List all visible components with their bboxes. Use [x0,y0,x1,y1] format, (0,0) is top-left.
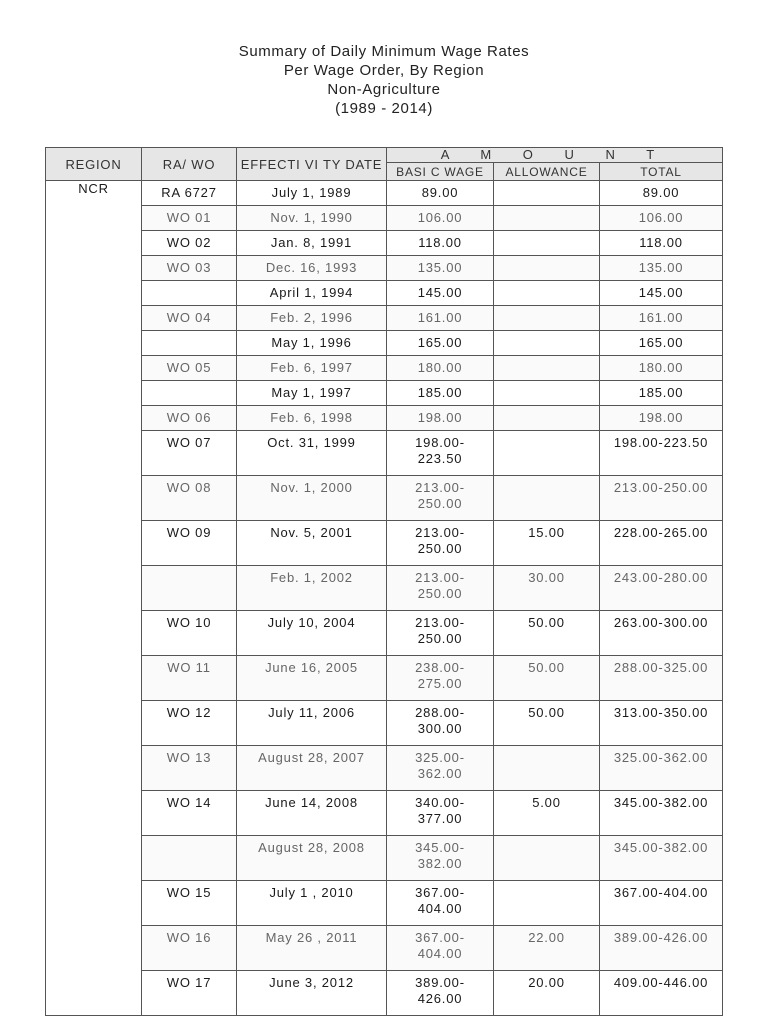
basic-wage-cell [387,306,494,331]
total-cell-text: 213.00-250.00 [613,480,709,495]
effectivity-date-cell [237,231,387,256]
allowance-cell [494,356,600,381]
total-cell [600,306,723,331]
basic-wage-cell [387,701,494,746]
allowance-cell-text: 50.00 [528,615,565,630]
ra-wo-cell-text: WO 01 [166,210,212,225]
ra-wo-cell [142,181,237,206]
ra-wo-cell-text: WO 15 [166,885,212,900]
total-cell [600,881,723,926]
ra-wo-cell-text: WO 08 [166,480,212,495]
effectivity-date-cell [237,701,387,746]
effectivity-date-cell-text: May 1, 1997 [271,385,352,400]
basic-wage-cell [387,256,494,281]
ra-wo-cell [142,231,237,256]
basic-wage-cell-text: 145.00 [417,285,463,300]
basic-wage-cell [387,231,494,256]
basic-wage-cell [387,746,494,791]
ra-wo-cell [142,566,237,611]
total-cell [600,331,723,356]
table-row [46,306,723,331]
effectivity-date-cell [237,611,387,656]
allowance-cell [494,926,600,971]
ra-wo-cell [142,406,237,431]
header-effectivity-date: EFFECTI VI TY DATE [237,148,387,181]
table-row [46,926,723,971]
ra-wo-cell-text: WO 14 [166,795,212,810]
total-cell [600,791,723,836]
total-cell [600,476,723,521]
basic-wage-cell-text: 118.00 [418,235,462,250]
total-cell [600,281,723,306]
allowance-cell [494,381,600,406]
effectivity-date-cell-text: Jan. 8, 1991 [270,235,353,250]
table-row [46,836,723,881]
total-cell [600,701,723,746]
basic-wage-cell [387,566,494,611]
basic-wage-cell-text: 238.00- 275.00 [415,660,465,691]
total-cell-text: 135.00 [638,260,684,275]
table-row [46,476,723,521]
basic-wage-cell [387,206,494,231]
ra-wo-cell-text: WO 12 [166,705,212,720]
total-cell-text: 145.00 [638,285,684,300]
table-row [46,611,723,656]
effectivity-date-cell-text: June 3, 2012 [269,975,354,990]
effectivity-date-cell [237,406,387,431]
basic-wage-cell-text: 367.00- 404.00 [415,885,465,916]
effectivity-date-cell [237,566,387,611]
table-row [46,231,723,256]
total-cell-text: 118.00 [639,235,683,250]
ra-wo-cell [142,431,237,476]
total-cell [600,431,723,476]
allowance-cell-text: 50.00 [528,660,565,675]
basic-wage-cell-text: 180.00 [417,360,463,375]
title-line-4: (1989 - 2014) [335,100,433,117]
ra-wo-cell [142,521,237,566]
title-line-3: Non-Agriculture [327,81,441,98]
total-cell [600,521,723,566]
ra-wo-cell [142,656,237,701]
total-cell-text: 345.00-382.00 [613,795,709,810]
total-cell-text: 263.00-300.00 [613,615,709,630]
allowance-cell-text: 30.00 [528,570,565,585]
ra-wo-cell [142,306,237,331]
total-cell-text: 106.00 [638,210,684,225]
effectivity-date-cell [237,926,387,971]
allowance-cell [494,431,600,476]
basic-wage-cell-text: 288.00- 300.00 [415,705,465,736]
ra-wo-cell [142,476,237,521]
total-cell [600,971,723,1016]
total-cell-text: 180.00 [638,360,684,375]
basic-wage-cell [387,521,494,566]
effectivity-date-cell-text: Nov. 5, 2001 [270,525,353,540]
effectivity-date-cell-text: June 14, 2008 [265,795,358,810]
ra-wo-cell-text: WO 16 [166,930,212,945]
effectivity-date-cell [237,331,387,356]
effectivity-date-cell-text: August 28, 2007 [258,750,365,765]
basic-wage-cell-text: 345.00- 382.00 [415,840,465,871]
allowance-cell [494,701,600,746]
basic-wage-cell [387,971,494,1016]
region-cell: NCR [46,181,142,1016]
total-cell-text: 367.00-404.00 [613,885,709,900]
ra-wo-cell-text: WO 13 [166,750,212,765]
effectivity-date-cell [237,206,387,231]
table-row [46,256,723,281]
table-row [46,881,723,926]
title-line-1: Summary of Daily Minimum Wage Rates [238,43,530,60]
basic-wage-cell [387,431,494,476]
basic-wage-cell-text: 213.00- 250.00 [415,525,465,556]
effectivity-date-cell [237,476,387,521]
ra-wo-cell-text: WO 06 [166,410,212,425]
total-cell-text: 185.00 [638,385,684,400]
effectivity-date-cell-text: Feb. 6, 1997 [270,360,353,375]
allowance-cell [494,476,600,521]
basic-wage-cell [387,476,494,521]
basic-wage-cell-text: 185.00 [417,385,463,400]
effectivity-date-cell [237,306,387,331]
effectivity-date-cell [237,431,387,476]
effectivity-date-cell [237,356,387,381]
allowance-cell-text: 5.00 [532,795,561,810]
basic-wage-cell [387,926,494,971]
effectivity-date-cell-text: Feb. 6, 1998 [270,410,353,425]
basic-wage-cell [387,881,494,926]
total-cell [600,836,723,881]
ra-wo-cell-text: WO 05 [166,360,212,375]
effectivity-date-cell [237,381,387,406]
effectivity-date-cell-text: Oct. 31, 1999 [267,435,356,450]
total-cell-text: 198.00-223.50 [613,435,709,450]
effectivity-date-cell-text: July 1 , 2010 [269,885,354,900]
total-cell-text: 313.00-350.00 [613,705,709,720]
effectivity-date-cell-text: April 1, 1994 [269,285,354,300]
basic-wage-cell-text: 89.00 [421,185,459,200]
ra-wo-cell [142,206,237,231]
basic-wage-cell-text: 198.00- 223.50 [415,435,465,466]
effectivity-date-cell [237,656,387,701]
allowance-cell [494,231,600,256]
ra-wo-cell [142,926,237,971]
table-row [46,331,723,356]
ra-wo-cell-text: WO 04 [166,310,212,325]
header-total: TOTAL [600,163,723,181]
effectivity-date-cell [237,181,387,206]
total-cell-text: 161.00 [638,310,684,325]
table-row [46,381,723,406]
header-basic-wage: BASI C WAGE [387,163,494,181]
ra-wo-cell-text: WO 10 [166,615,212,630]
allowance-cell [494,971,600,1016]
effectivity-date-cell-text: May 26 , 2011 [265,930,358,945]
allowance-cell [494,611,600,656]
ra-wo-cell-text: WO 02 [166,235,212,250]
total-cell [600,381,723,406]
ra-wo-cell [142,611,237,656]
total-cell-text: 325.00-362.00 [613,750,709,765]
allowance-cell [494,881,600,926]
table-row [46,206,723,231]
table-row [46,746,723,791]
allowance-cell [494,331,600,356]
basic-wage-cell-text: 389.00- 426.00 [415,975,465,1006]
total-cell-text: 89.00 [642,185,680,200]
table-row [46,791,723,836]
basic-wage-cell-text: 165.00 [417,335,463,350]
header-ra-wo: RA/ WO [142,148,237,181]
table-row [46,521,723,566]
table-row [46,701,723,746]
effectivity-date-cell-text: August 28, 2008 [258,840,365,855]
basic-wage-cell [387,356,494,381]
ra-wo-cell [142,971,237,1016]
effectivity-date-cell [237,256,387,281]
effectivity-date-cell [237,746,387,791]
ra-wo-cell [142,836,237,881]
ra-wo-cell [142,881,237,926]
total-cell [600,926,723,971]
ra-wo-cell [142,256,237,281]
allowance-cell [494,281,600,306]
ra-wo-cell [142,331,237,356]
total-cell [600,746,723,791]
allowance-cell [494,791,600,836]
allowance-cell [494,521,600,566]
total-cell [600,181,723,206]
title-line-2: Per Wage Order, By Region [283,62,485,79]
allowance-cell [494,656,600,701]
basic-wage-cell [387,406,494,431]
total-cell [600,566,723,611]
basic-wage-cell [387,611,494,656]
header-allowance: ALLOWANCE [494,163,600,181]
ra-wo-cell-text: WO 07 [166,435,212,450]
basic-wage-cell [387,656,494,701]
total-cell [600,206,723,231]
allowance-cell [494,181,600,206]
allowance-cell [494,406,600,431]
basic-wage-cell-text: 161.00 [417,310,463,325]
table-row [46,181,723,206]
basic-wage-cell [387,331,494,356]
basic-wage-cell-text: 340.00- 377.00 [415,795,465,826]
total-cell [600,656,723,701]
header-amount: A M O U N T [387,148,723,163]
allowance-cell-text: 20.00 [528,975,565,990]
allowance-cell [494,256,600,281]
ra-wo-cell-text: WO 03 [166,260,212,275]
total-cell-text: 288.00-325.00 [613,660,709,675]
basic-wage-cell-text: 198.00 [417,410,463,425]
effectivity-date-cell-text: Nov. 1, 2000 [270,480,353,495]
total-cell [600,611,723,656]
effectivity-date-cell [237,521,387,566]
ra-wo-cell-text: RA 6727 [161,185,217,200]
effectivity-date-cell [237,836,387,881]
basic-wage-cell-text: 213.00- 250.00 [415,480,465,511]
table-row [46,281,723,306]
ra-wo-cell [142,746,237,791]
ra-wo-cell [142,381,237,406]
total-cell [600,406,723,431]
effectivity-date-cell-text: June 16, 2005 [265,660,358,675]
allowance-cell-text: 22.00 [528,930,565,945]
wage-rates-table [45,147,723,1016]
effectivity-date-cell [237,281,387,306]
basic-wage-cell-text: 213.00- 250.00 [415,615,465,646]
allowance-cell [494,836,600,881]
total-cell [600,356,723,381]
basic-wage-cell [387,181,494,206]
effectivity-date-cell-text: July 10, 2004 [267,615,356,630]
table-row [46,431,723,476]
table-row [46,566,723,611]
basic-wage-cell [387,836,494,881]
ra-wo-cell [142,281,237,306]
total-cell-text: 198.00 [638,410,684,425]
total-cell-text: 409.00-446.00 [613,975,709,990]
total-cell-text: 243.00-280.00 [613,570,709,585]
ra-wo-cell-text: WO 17 [166,975,212,990]
allowance-cell-text: 15.00 [528,525,565,540]
basic-wage-cell-text: 325.00- 362.00 [415,750,465,781]
basic-wage-cell-text: 135.00 [417,260,463,275]
effectivity-date-cell [237,791,387,836]
allowance-cell [494,566,600,611]
ra-wo-cell [142,356,237,381]
effectivity-date-cell-text: July 1, 1989 [271,185,352,200]
effectivity-date-cell-text: Nov. 1, 1990 [270,210,353,225]
allowance-cell-text: 50.00 [528,705,565,720]
table-row [46,406,723,431]
effectivity-date-cell-text: July 11, 2006 [268,705,355,720]
basic-wage-cell [387,281,494,306]
effectivity-date-cell-text: Feb. 2, 1996 [270,310,353,325]
allowance-cell [494,206,600,231]
ra-wo-cell [142,701,237,746]
table-row [46,971,723,1016]
total-cell-text: 345.00-382.00 [613,840,709,855]
effectivity-date-cell [237,971,387,1016]
effectivity-date-cell-text: Feb. 1, 2002 [270,570,353,585]
ra-wo-cell-text: WO 11 [167,660,211,675]
total-cell [600,231,723,256]
allowance-cell [494,746,600,791]
basic-wage-cell-text: 213.00- 250.00 [415,570,465,601]
effectivity-date-cell [237,881,387,926]
basic-wage-cell [387,381,494,406]
ra-wo-cell-text: WO 09 [166,525,212,540]
effectivity-date-cell-text: May 1, 1996 [271,335,352,350]
effectivity-date-cell-text: Dec. 16, 1993 [265,260,358,275]
basic-wage-cell [387,791,494,836]
table-row [46,356,723,381]
document-title-block [0,42,768,118]
basic-wage-cell-text: 367.00- 404.00 [415,930,465,961]
basic-wage-cell-text: 106.00 [417,210,463,225]
total-cell-text: 228.00-265.00 [613,525,709,540]
total-cell-text: 389.00-426.00 [613,930,709,945]
header-region: REGION [46,148,142,181]
total-cell-text: 165.00 [638,335,684,350]
ra-wo-cell [142,791,237,836]
table-body [46,181,723,1016]
total-cell [600,256,723,281]
table-row [46,656,723,701]
allowance-cell [494,306,600,331]
